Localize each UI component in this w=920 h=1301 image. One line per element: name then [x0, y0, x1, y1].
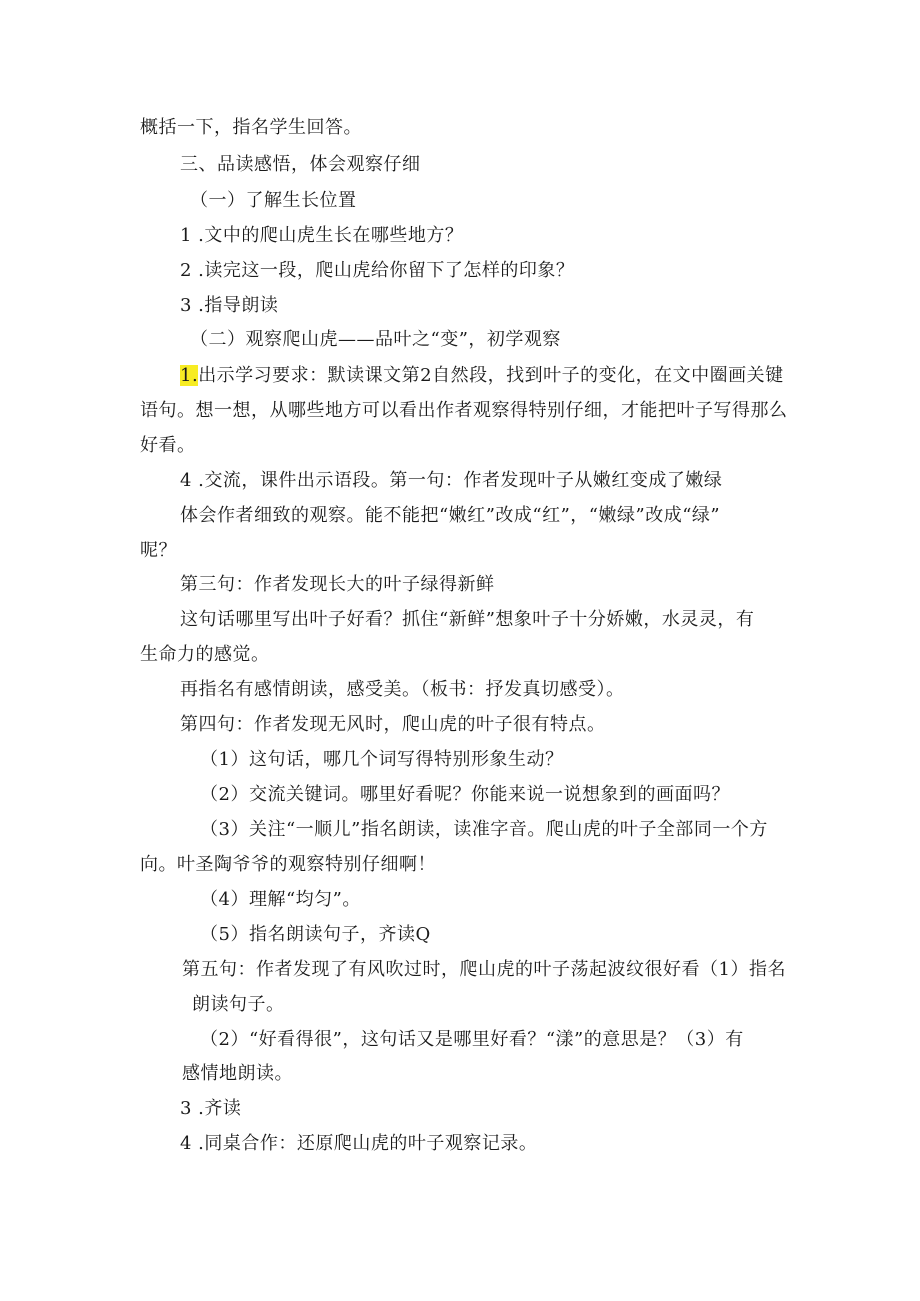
text-line: 这句话哪里写出叶子好看？抓住“新鲜”想象叶子十分娇嫩，水灵灵，有 [180, 609, 755, 630]
list-item: 4 .同桌合作：还原爬山虎的叶子观察记录。 [180, 1133, 538, 1154]
list-item: （2）交流关键词。哪里好看呢？你能来说一说想象到的画面吗？ [200, 784, 730, 805]
text-line: 第四句：作者发现无风时，爬山虎的叶子很有特点。 [180, 714, 606, 735]
text-line [180, 364, 784, 388]
list-item: 4 .交流，课件出示语段。第一句：作者发现叶子从嫩红变成了嫩绿 [180, 470, 723, 491]
list-item: 2 .读完这一段，爬山虎给你留下了怎样的印象？ [180, 260, 575, 281]
text-line: 好看。 [140, 435, 196, 456]
subsection-heading: （一）了解生长位置 [190, 190, 357, 211]
text-line: 生命力的感觉。 [140, 644, 270, 665]
text-line: 感情地朗读。 [182, 1063, 293, 1084]
text-line: 体会作者细致的观察。能不能把“嫩红”改成“红”，“嫩绿”改成“绿” [180, 505, 721, 526]
list-item: （3）关注“一顺儿”指名朗读，读准字音。爬山虎的叶子全部同一个方 [200, 819, 768, 840]
text-line: 呢？ [140, 540, 177, 561]
text-span: 出示学习要求：默读课文第2自然段，找到叶子的变化，在文中圈画关键 [198, 365, 784, 386]
list-item: 1 .文中的爬山虎生长在哪些地方？ [180, 225, 464, 246]
list-item: （4）理解“均匀”。 [200, 889, 361, 910]
list-item: 3 .齐读 [180, 1098, 242, 1119]
text-line: 语句。想一想，从哪些地方可以看出作者观察得特别仔细，才能把叶子写得那么 [140, 400, 788, 421]
text-line: 第五句：作者发现了有风吹过时，爬山虎的叶子荡起波纹很好看（1）指名 [182, 959, 786, 980]
text-line: 概括一下，指名学生回答。 [140, 117, 362, 138]
subsection-heading: （二）观察爬山虎——品叶之“变”，初学观察 [190, 329, 561, 350]
list-item: （1）这句话，哪几个词写得特别形象生动？ [200, 749, 564, 770]
list-item: （5）指名朗读句子，齐读Q [200, 924, 431, 945]
list-item: （2）“好看得很”，这句话又是哪里好看？“漾”的意思是？（3）有 [200, 1029, 744, 1050]
text-line: 第三句：作者发现长大的叶子绿得新鲜 [180, 574, 495, 595]
text-line: 向。叶圣陶爷爷的观察特别仔细啊！ [140, 854, 436, 875]
text-line: 朗读句子。 [192, 994, 285, 1015]
section-heading: 三、品读感悟，体会观察仔细 [180, 154, 421, 175]
list-item: 3 .指导朗读 [180, 295, 279, 316]
highlighted-number: 1. [180, 365, 199, 386]
text-line: 再指名有感情朗读，感受美。（板书：抒发真切感受）。 [180, 679, 625, 700]
